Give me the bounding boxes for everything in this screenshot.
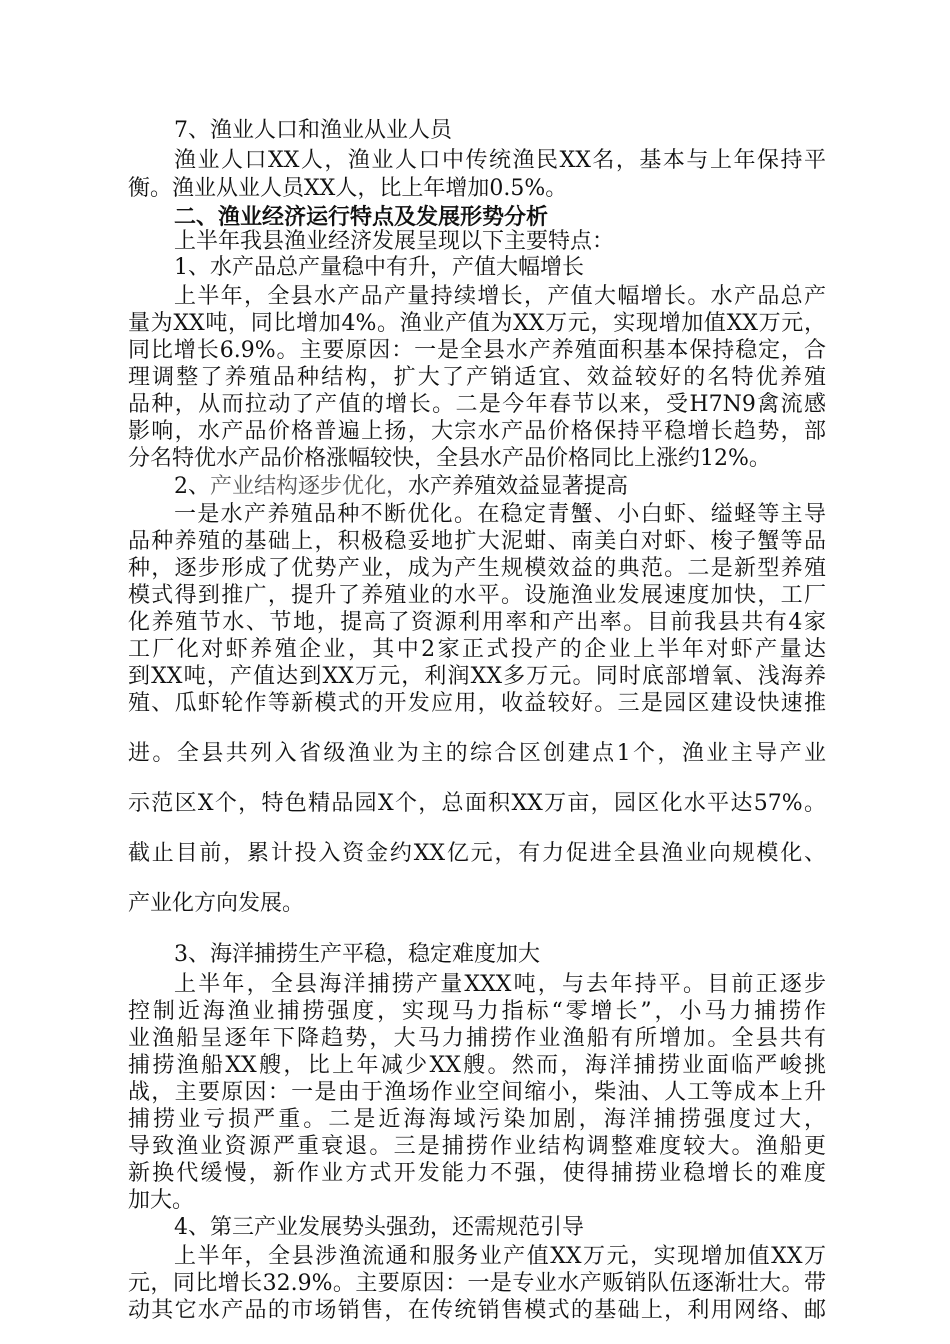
paragraph-line: 业渔船呈逐年下降趋势，大马力捕捞作业渔船有所增加。全县共有 <box>128 1026 826 1051</box>
paragraph-line: 截止目前，累计投入资金约XX亿元，有力促进全县渔业向规模化、 <box>128 841 826 866</box>
paragraph-line: 加大。 <box>128 1188 195 1213</box>
paragraph-line: 量为XX吨，同比增加4%。渔业产值为XX万元，实现增加值XX万元， <box>128 311 826 336</box>
paragraph-line: 工厂化对虾养殖企业，其中2家正式投产的企业上半年对虾产量达 <box>128 637 826 662</box>
paragraph-line: 品种，从而拉动了产值的增长。二是今年春节以来，受H7N9禽流感 <box>128 392 826 417</box>
subheading-gray-part: 产业结构逐步优化， <box>210 474 409 499</box>
paragraph-line: 品种养殖的基础上，积极稳妥地扩大泥蚶、南美白对虾、梭子蟹等品 <box>128 529 826 554</box>
paragraph-line: 种，逐步形成了优势产业，成为产生规模效益的典范。二是新型养殖 <box>128 556 826 581</box>
paragraph-line: 分名特优水产品价格涨幅较快，全县水产品价格同比上涨约12%。 <box>128 446 771 471</box>
paragraph-line: 衡。渔业从业人员XX人，比上年增加0.5%。 <box>128 176 568 201</box>
section-heading-2: 二、渔业经济运行特点及发展形势分析 <box>174 204 549 230</box>
paragraph-line: 化养殖节水、节地，提高了资源利用率和产出率。目前我县共有4家 <box>128 610 826 635</box>
paragraph-line: 元，同比增长32.9%。主要原因：一是专业水产贩销队伍逐渐壮大。带 <box>128 1271 826 1296</box>
paragraph-line: 殖、瓜虾轮作等新模式的开发应用，收益较好。三是园区建设快速推 <box>128 691 826 716</box>
paragraph-line: 导致渔业资源严重衰退。三是捕捞作业结构调整难度较大。渔船更 <box>128 1134 826 1159</box>
subheading-1: 1、水产品总产量稳中有升，产值大幅增长 <box>174 255 584 280</box>
paragraph-line: 捕捞渔船XX艘，比上年减少XX艘。然而，海洋捕捞业面临严峻挑 <box>128 1053 826 1078</box>
paragraph-line: 理调整了养殖品种结构，扩大了产销适宜、效益较好的名特优养殖 <box>128 365 826 390</box>
paragraph-line: 新换代缓慢，新作业方式开发能力不强，使得捕捞业稳增长的难度 <box>128 1161 826 1186</box>
paragraph-line: 上半年，全县涉渔流通和服务业产值XX万元，实现增加值XX万 <box>174 1244 826 1269</box>
subheading-number: 2、 <box>174 474 210 499</box>
paragraph-line: 上半年我县渔业经济发展呈现以下主要特点： <box>174 229 615 254</box>
subheading-2 <box>174 473 826 501</box>
heading-7: 7、渔业人口和渔业从业人员 <box>174 118 452 143</box>
paragraph-line: 战，主要原因：一是由于渔场作业空间缩小，柴油、人工等成本上升 <box>128 1080 826 1105</box>
subheading-tail: 水产养殖效益显著提高 <box>408 474 629 499</box>
paragraph-line: 控制近海渔业捕捞强度，实现马力指标“零增长”，小马力捕捞作 <box>128 999 826 1024</box>
paragraph-line: 产业化方向发展。 <box>128 891 305 916</box>
paragraph-line: 模式得到推广，提升了养殖业的水平。设施渔业发展速度加快，工厂 <box>128 583 826 608</box>
paragraph-line: 到XX吨，产值达到XX万元，利润XX多万元。同时底部增氧、浅海养 <box>128 664 826 689</box>
paragraph-line: 动其它水产品的市场销售，在传统销售模式的基础上，利用网络、邮 <box>128 1298 826 1323</box>
paragraph-line: 渔业人口XX人，渔业人口中传统渔民XX名，基本与上年保持平 <box>174 148 826 173</box>
paragraph-line: 捕捞业亏损严重。二是近海海域污染加剧，海洋捕捞强度过大， <box>128 1107 826 1132</box>
subheading-4: 4、第三产业发展势头强劲，还需规范引导 <box>174 1215 584 1240</box>
paragraph-line: 上半年，全县水产品产量持续增长，产值大幅增长。水产品总产 <box>174 284 826 309</box>
paragraph-line: 影响，水产品价格普遍上扬，大宗水产品价格保持平稳增长趋势，部 <box>128 419 826 444</box>
paragraph-line: 示范区X个，特色精品园X个，总面积XX万亩，园区化水平达57%。 <box>128 791 826 816</box>
paragraph-line: 上半年，全县海洋捕捞产量XXX吨，与去年持平。目前正逐步 <box>174 972 826 997</box>
paragraph-line: 进。全县共列入省级渔业为主的综合区创建点1个，渔业主导产业 <box>128 741 826 766</box>
subheading-3: 3、海洋捕捞生产平稳，稳定难度加大 <box>174 942 540 967</box>
paragraph-line: 一是水产养殖品种不断优化。在稳定青蟹、小白虾、缢蛏等主导 <box>174 502 826 527</box>
paragraph-line: 同比增长6.9%。主要原因：一是全县水产养殖面积基本保持稳定，合 <box>128 338 826 363</box>
